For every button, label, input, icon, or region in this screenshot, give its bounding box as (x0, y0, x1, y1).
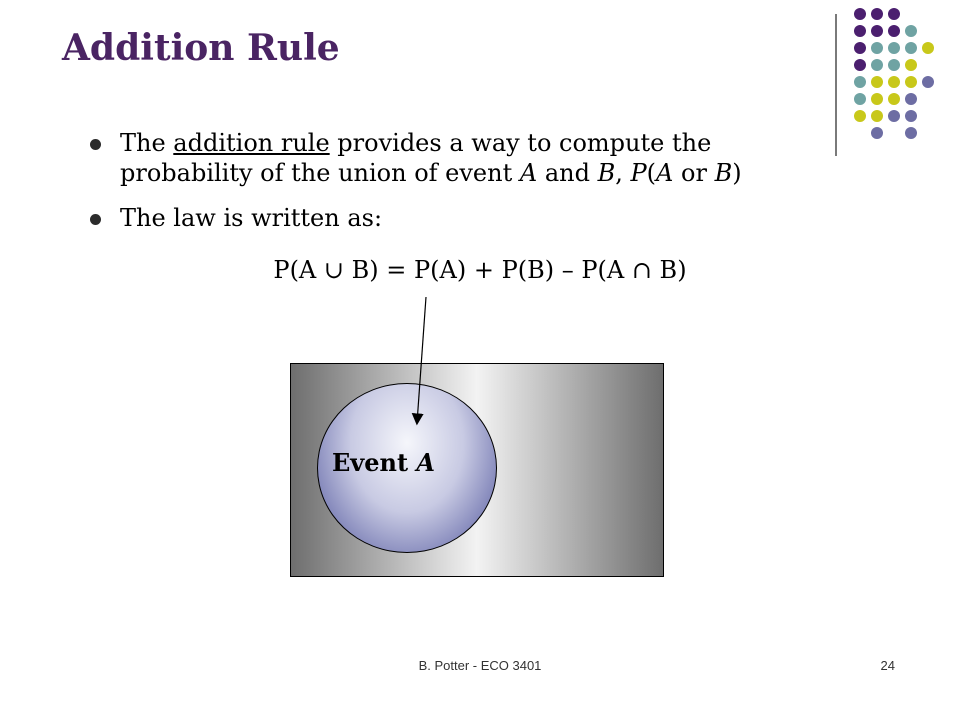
var-a: A (519, 159, 538, 187)
event-a-label (332, 448, 435, 477)
var-b: B (714, 159, 733, 187)
bullet-list (90, 128, 850, 248)
bullet-item (90, 203, 850, 233)
decorative-dot (888, 110, 900, 122)
decorative-dot (888, 93, 900, 105)
decorative-dot (888, 25, 900, 37)
decorative-dot (854, 93, 866, 105)
decorative-dot (871, 25, 883, 37)
decorative-dot (854, 42, 866, 54)
decorative-dot (854, 8, 866, 20)
bullet-text: ( (646, 159, 657, 187)
var-p: P (630, 159, 647, 187)
decorative-dot (871, 8, 883, 20)
addition-rule-formula: P(A ∪ B) = P(A) + P(B) – P(A ∩ B) (273, 256, 687, 284)
decorative-dot (854, 76, 866, 88)
decorative-dot (905, 25, 917, 37)
decorative-dot (871, 93, 883, 105)
bullet-text: ) (732, 159, 742, 187)
decorative-dot (905, 76, 917, 88)
decorative-dot (905, 42, 917, 54)
decorative-dot (888, 8, 900, 20)
var-a: A (656, 159, 674, 187)
decorative-dot (905, 127, 917, 139)
decorative-dot (888, 59, 900, 71)
bullet-icon (90, 214, 101, 225)
bullet-text: The (120, 129, 174, 157)
bullet-item (90, 128, 850, 188)
event-label-word: Event (332, 448, 417, 477)
event-label-var: A (416, 448, 436, 477)
decorative-dot (905, 110, 917, 122)
bullet-text: provides a way to compute the probability of the union of event (120, 129, 712, 187)
decorative-dot (854, 110, 866, 122)
bullet-text: or (673, 159, 715, 187)
decorative-dot (888, 76, 900, 88)
page-number: 24 (880, 658, 895, 673)
slide-title: Addition Rule (62, 27, 340, 69)
decorative-dot (854, 25, 866, 37)
bullet-text: and (537, 159, 598, 187)
decorative-dot (905, 93, 917, 105)
decorative-dot (871, 59, 883, 71)
bullet-text: , (615, 159, 631, 187)
var-b: B (597, 159, 616, 187)
decorative-dot (922, 76, 934, 88)
decorative-dot (871, 127, 883, 139)
decorative-dot (888, 42, 900, 54)
bullet-icon (90, 139, 101, 150)
footer-text: B. Potter - ECO 3401 (418, 658, 542, 673)
decorative-dot (871, 110, 883, 122)
decorative-dot-grid (845, 8, 955, 158)
bullet-text: The law is written as: (120, 204, 383, 232)
decorative-dot (905, 59, 917, 71)
decorative-dot (854, 59, 866, 71)
decorative-dot (922, 42, 934, 54)
decorative-dot (871, 42, 883, 54)
underlined-term: addition rule (173, 129, 330, 157)
decorative-dot (871, 76, 883, 88)
